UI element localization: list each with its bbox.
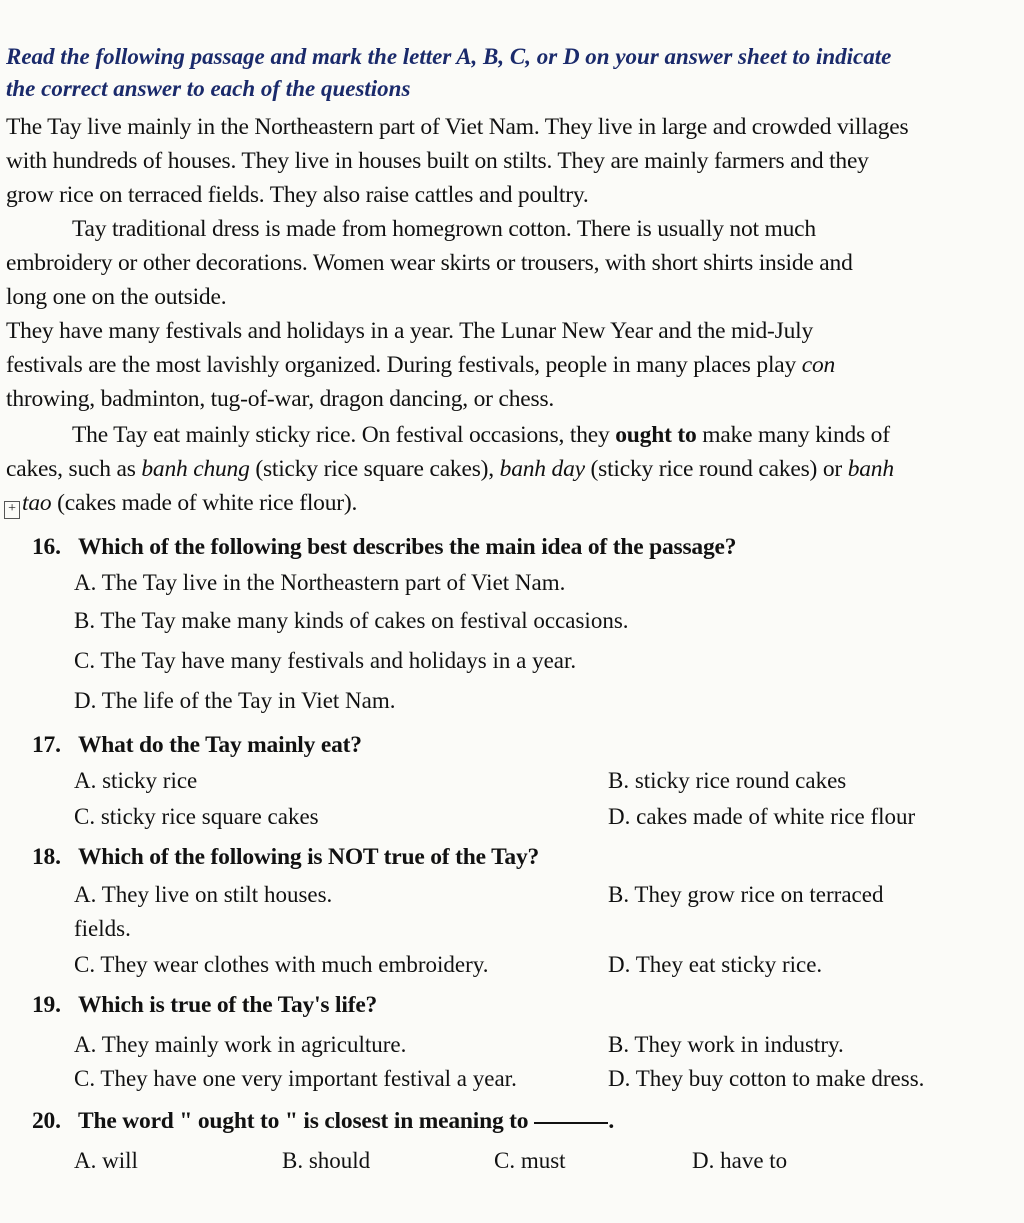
passage-p2-line-2: embroidery or other decorations. Women wear skirts or trousers, with short shirts inside and [6, 250, 853, 276]
passage-p2-line-3: long one on the outside. [6, 284, 227, 310]
q20-option-b[interactable]: B. should [282, 1148, 371, 1173]
keyword-ought-to: ought to [615, 422, 697, 448]
passage-p1-line-3: grow rice on terraced fields. They also raise cattles and poultry. [6, 182, 589, 208]
q18-option-b-continued[interactable]: fields. [74, 916, 131, 941]
question-18 [32, 842, 539, 872]
question-text: Which of the following best describes the main idea of the passage? [78, 534, 737, 560]
passage-p4-l1-pre: The Tay eat mainly sticky rice. On festival occasions, they [72, 422, 616, 448]
passage-term-con: con [801, 352, 836, 378]
q20-option-a[interactable]: A. will [74, 1148, 138, 1173]
question-text: The word " ought to " is closest in meaning to [78, 1108, 529, 1134]
plus-box-icon: + [4, 501, 20, 519]
term-tao: tao [22, 490, 52, 516]
passage-p4-line-1 [72, 420, 890, 450]
passage-p1-line-1: The Tay live mainly in the Northeastern part of Viet Nam. They live in large and crowded villages [6, 114, 909, 140]
passage-p4-l2-c: (sticky rice square cakes), [249, 456, 500, 482]
passage-p4-l2-e: (sticky rice round cakes) or [584, 456, 848, 482]
answer-blank [534, 1122, 608, 1124]
q16-option-c[interactable]: C. The Tay have many festivals and holidays in a year. [74, 648, 577, 673]
q18-option-c[interactable]: C. They wear clothes with much embroidery. [74, 952, 489, 977]
question-17 [32, 730, 362, 760]
passage-p3-line-1: They have many festivals and holidays in a year. The Lunar New Year and the mid-July [6, 318, 814, 344]
passage-p4-line-2 [6, 454, 894, 484]
q18-option-b[interactable]: B. They grow rice on terraced [608, 882, 884, 907]
q19-option-a[interactable]: A. They mainly work in agriculture. [74, 1032, 407, 1057]
q18-option-a[interactable]: A. They live on stilt houses. [74, 882, 333, 907]
q19-option-d[interactable]: D. They buy cotton to make dress. [608, 1066, 925, 1091]
question-19 [32, 990, 377, 1020]
q20-option-c[interactable]: C. must [494, 1148, 566, 1173]
passage-p3-line-3: throwing, badminton, tug-of-war, dragon dancing, or chess. [6, 386, 555, 412]
passage-p3-line-2-text: festivals are the most lavishly organized. During festivals, people in many places play [6, 352, 802, 378]
question-number: 20. [32, 1108, 61, 1134]
q19-option-c[interactable]: C. They have one very important festival a year. [74, 1066, 517, 1091]
instruction-line-1: Read the following passage and mark the letter A, B, C, or D on your answer sheet to indicate [6, 44, 892, 69]
question-number: 19. [32, 992, 61, 1018]
passage-p4-l1-post: make many kinds of [696, 422, 890, 448]
q19-option-b[interactable]: B. They work in industry. [608, 1032, 844, 1057]
q18-option-d[interactable]: D. They eat sticky rice. [608, 952, 823, 977]
q17-option-c[interactable]: C. sticky rice square cakes [74, 804, 319, 829]
passage-p3-line-2 [6, 350, 835, 380]
question-number: 18. [32, 844, 61, 870]
question-text: Which is true of the Tay's life? [78, 992, 378, 1018]
q16-option-a[interactable]: A. The Tay live in the Northeastern part of Viet Nam. [74, 570, 566, 595]
term-banh-chung: banh chung [141, 456, 250, 482]
q17-option-b[interactable]: B. sticky rice round cakes [608, 768, 847, 793]
q16-option-d[interactable]: D. The life of the Tay in Viet Nam. [74, 688, 396, 713]
question-number: 17. [32, 732, 61, 758]
q17-option-a[interactable]: A. sticky rice [74, 768, 198, 793]
question-text: Which of the following is NOT true of the Tay? [78, 844, 540, 870]
q17-option-d[interactable]: D. cakes made of white rice flour [608, 804, 916, 829]
passage-p4-l2-a: cakes, such as [6, 456, 142, 482]
instruction-line-2: the correct answer to each of the questions [6, 76, 411, 101]
q20-option-d[interactable]: D. have to [692, 1148, 788, 1173]
question-20 [32, 1106, 614, 1136]
question-text: What do the Tay mainly eat? [78, 732, 362, 758]
passage-p4-l3-b: (cakes made of white rice flour). [51, 490, 358, 516]
question-number: 16. [32, 534, 61, 560]
question-end-punct: . [608, 1108, 615, 1134]
question-16 [32, 532, 736, 562]
term-banh: banh [847, 456, 894, 482]
passage-p2-line-1: Tay traditional dress is made from homegrown cotton. There is usually not much [72, 216, 816, 242]
term-banh-day: banh day [499, 456, 585, 482]
q16-option-b[interactable]: B. The Tay make many kinds of cakes on festival occasions. [74, 608, 629, 633]
passage-p4-line-3 [4, 488, 357, 518]
passage-p1-line-2: with hundreds of houses. They live in houses built on stilts. They are mainly farmers and they [6, 148, 869, 174]
